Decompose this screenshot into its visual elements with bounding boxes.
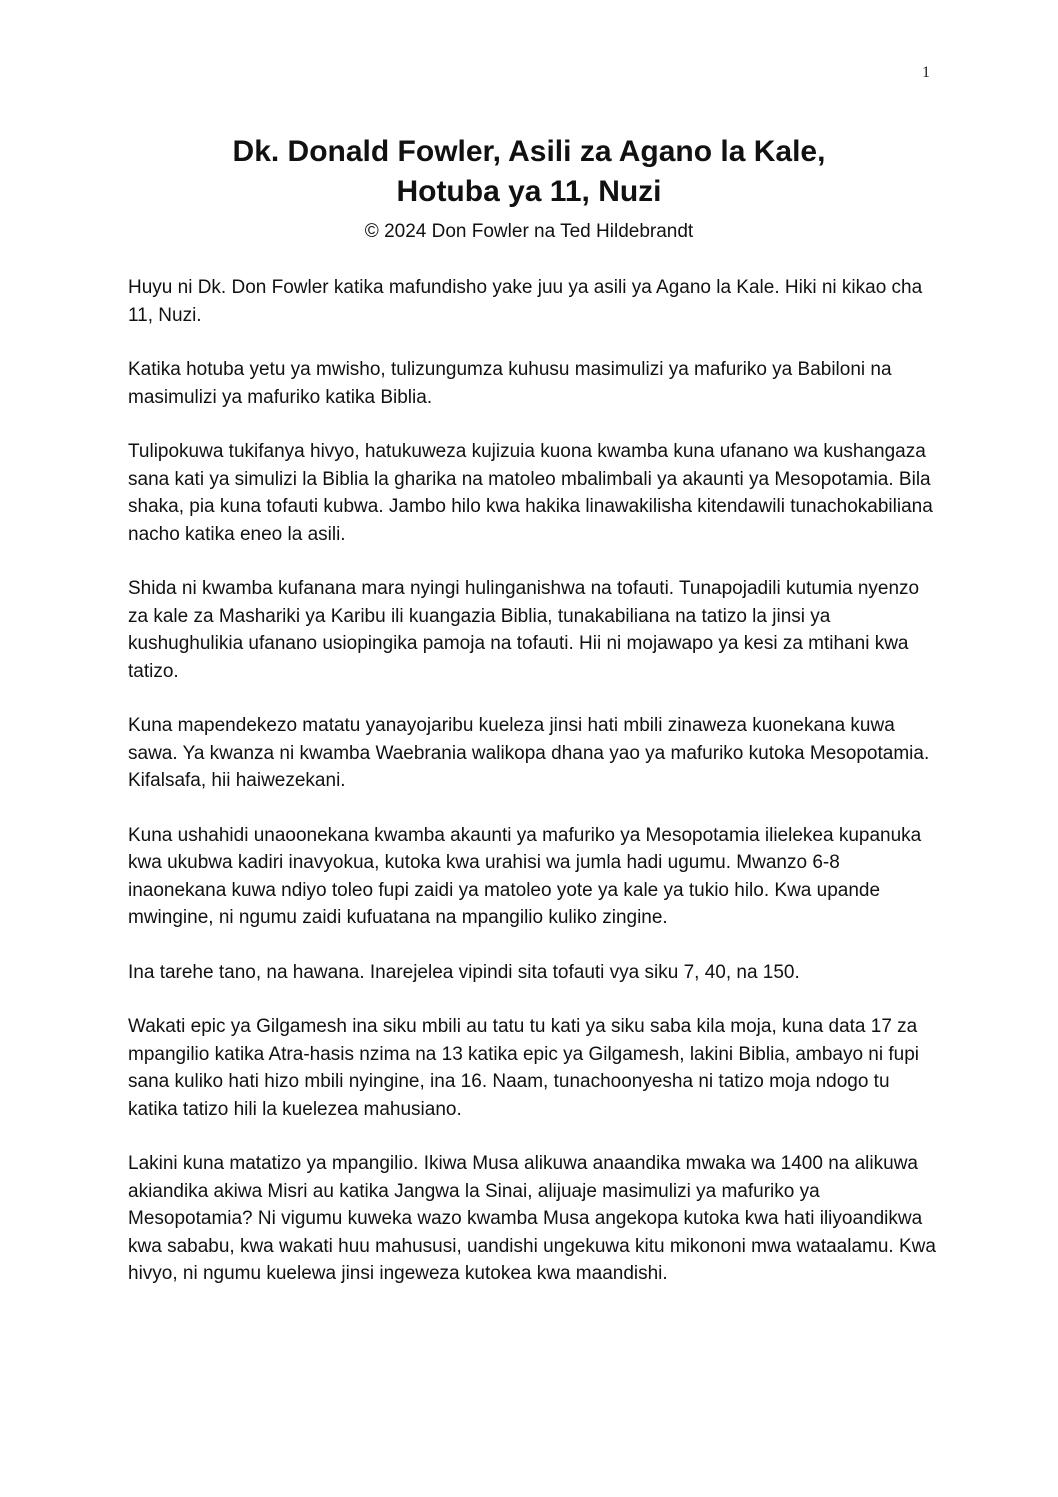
paragraph: Ina tarehe tano, na hawana. Inarejelea vipindi sita tofauti vya siku 7, 40, na 150. [128, 961, 800, 983]
document-title-line-1: Dk. Donald Fowler, Asili za Agano la Kale, [232, 135, 826, 168]
paragraph: Lakini kuna matatizo ya mpangilio. Ikiwa Musa alikuwa anaandika mwaka wa 1400 na alikuwa akiandika akiwa Misri au katika Jangwa la Sinai, alijuaje masimulizi ya mafuriko ya Mesopotamia? Ni vigumu kuweka wazo kwamba Musa angekopa kutoka kwa hati iliyoandikwa kwa sababu, kwa wakati huu mahususi, uandishi ungekuwa kitu mikononi mwa wataalamu. Kwa hivyo, ni ngumu kuelewa jinsi ingeweza kutokea kwa maandishi. [128, 1153, 936, 1284]
copyright-notice: © 2024 Don Fowler na Ted Hildebrandt [364, 221, 694, 242]
paragraph: Tulipokuwa tukifanya hivyo, hatukuweza kujizuia kuona kwamba kuna ufanano wa kushangaza sana kati ya simulizi la Biblia la gharika na matoleo mbalimbali ya akaunti ya Mesopotamia. Bila shaka, pia kuna tofauti kubwa. Jambo hilo kwa hakika linawakilisha kitendawili tunachokabiliana nacho katika eneo la asili. [128, 441, 933, 545]
paragraph: Kuna ushahidi unaoonekana kwamba akaunti ya mafuriko ya Mesopotamia ilielekea kupanuka kwa ukubwa kadiri inavyokua, kutoka kwa urahisi wa jumla hadi ugumu. Mwanzo 6-8 inaonekana kuwa ndiyo toleo fupi zaidi ya matoleo yote ya kale ya tukio hilo. Kwa upande mwingine, ni ngumu zaidi kufuatana na mpangilio kuliko zingine. [128, 824, 922, 928]
paragraph: Huyu ni Dk. Don Fowler katika mafundisho yake juu ya asili ya Agano la Kale. Hiki ni kikao cha 11, Nuzi. [128, 277, 923, 326]
paragraph: Wakati epic ya Gilgamesh ina siku mbili au tatu tu kati ya siku saba kila moja, kuna data 17 za mpangilio katika Atra-hasis nzima na 13 katika epic ya Gilgamesh, lakini Biblia, ambayo ni fupi sana kuliko hati hizo mbili nyingine, ina 16. Naam, tunachoonyesha ni tatizo moja ndogo tu katika tatizo hili la kuelezea mahusiano. [128, 1016, 920, 1120]
document-title-line-2: Hotuba ya 11, Nuzi [396, 175, 662, 208]
document-header [0, 132, 1058, 246]
paragraph: Shida ni kwamba kufanana mara nyingi hulinganishwa na tofauti. Tunapojadili kutumia nyenzo za kale za Mashariki ya Karibu ili kuangazia Biblia, tunakabiliana na tatizo la jinsi ya kushughulikia ufanano usiopingika pamoja na tofauti. Hii ni mojawapo ya kesi za mtihani kwa tatizo. [128, 578, 920, 682]
paragraph: Kuna mapendekezo matatu yanayojaribu kueleza jinsi hati mbili zinaweza kuonekana kuwa sawa. Ya kwanza ni kwamba Waebrania walikopa dhana yao ya mafuriko kutoka Mesopotamia. Kifalsafa, hii haiwezekani. [128, 715, 930, 791]
paragraph: Katika hotuba yetu ya mwisho, tulizungumza kuhusu masimulizi ya mafuriko ya Babiloni na masimulizi ya mafuriko katika Biblia. [128, 359, 892, 408]
page-number: 1 [922, 64, 930, 81]
document-body [128, 274, 940, 1315]
